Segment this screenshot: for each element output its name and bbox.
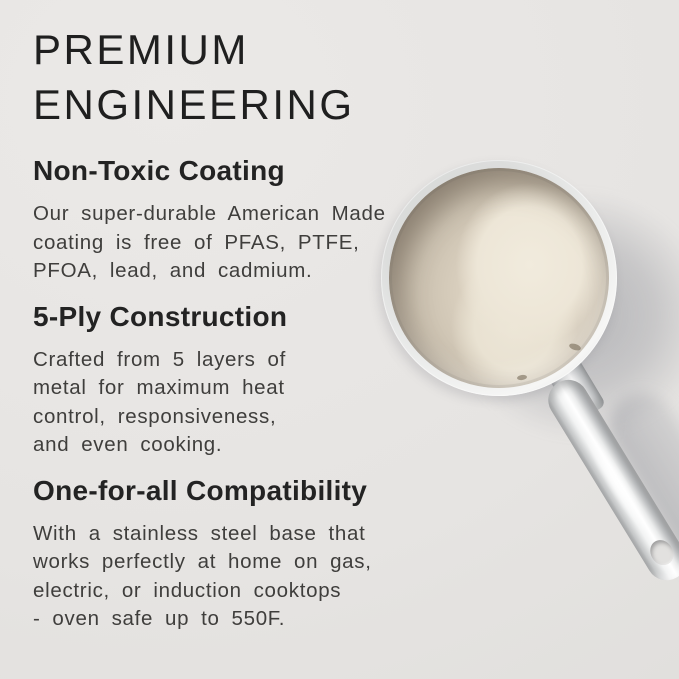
section-body-line: and even cooking. xyxy=(33,433,223,456)
section-body-line: PFOA, lead, and cadmium. xyxy=(33,259,313,282)
section-body-line: electric, or induction cooktops xyxy=(33,578,342,602)
section-body-line: coating is free of PFAS, PTFE, xyxy=(33,230,360,254)
section-heading: One-for-all Compatibility xyxy=(33,474,368,506)
interior-rivet xyxy=(517,374,528,380)
section-body-line: control, responsiveness, xyxy=(33,404,277,428)
interior-rivet xyxy=(568,342,581,351)
section-heading: 5-Ply Construction xyxy=(33,300,288,332)
section-heading: Non-Toxic Coating xyxy=(33,155,285,186)
page-title xyxy=(33,22,433,132)
section-one-for-all-compatibility xyxy=(33,474,433,634)
section-body-line: works perfectly at home on gas, xyxy=(33,550,372,573)
page-title-line1: PREMIUM xyxy=(33,26,249,73)
section-body-line: metal for maximum heat xyxy=(33,376,285,399)
feature-text-column xyxy=(33,22,433,648)
section-5-ply-construction xyxy=(33,300,433,460)
section-body-line: Our super-durable American Made xyxy=(33,202,386,225)
section-body-line: Crafted from 5 layers of xyxy=(33,347,286,371)
section-body-line: With a stainless steel base that xyxy=(33,521,366,545)
handle-hanging-hole xyxy=(646,536,678,570)
section-non-toxic-coating xyxy=(33,154,433,286)
section-body-line: - oven safe up to 550F. xyxy=(33,607,286,630)
page-title-line2: ENGINEERING xyxy=(33,81,355,128)
